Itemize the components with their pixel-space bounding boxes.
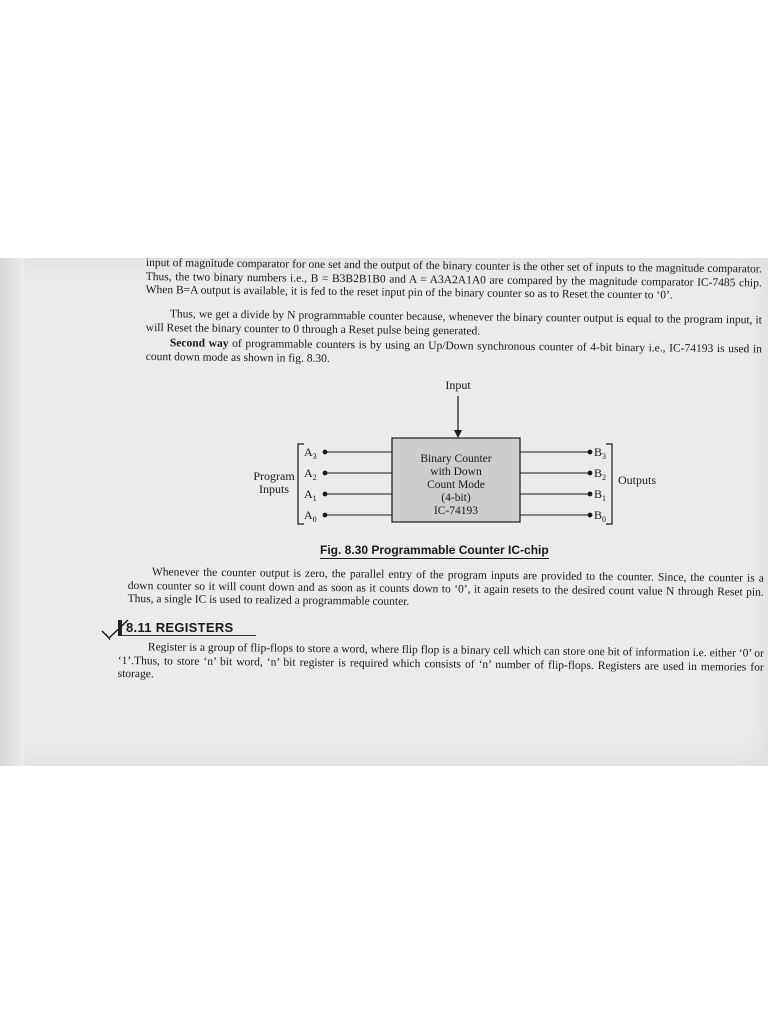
input-label: Input xyxy=(445,378,471,392)
paragraph-2: Thus, we get a divide by N programmable counter because, whenever the binary counter output is equal to the program input, it will Reset the binary counter to 0 through a Reset pulse being generated. xyxy=(145,308,762,338)
output-pin-dot-2 xyxy=(588,492,593,497)
ic-box-line-3: Count Mode xyxy=(427,479,485,491)
output-pin-dot-1 xyxy=(588,471,593,476)
input-pin-label-3: $A_0$ xyxy=(304,508,317,524)
programmable-counter-diagram xyxy=(230,372,657,542)
paragraph-3-rest: of programmable counters is by using an Up/Down synchronous counter of 4-bit binary i.e., IC-74193 is used in count down mode as shown in fig. 8.30. xyxy=(145,337,762,365)
ic-box-line-4: (4-bit) xyxy=(441,492,471,504)
output-lines xyxy=(520,445,606,524)
ic-box-line-2: with Down xyxy=(430,466,482,478)
input-pin-label-0: $A_3$ xyxy=(304,445,317,461)
paragraph-5: Register is a group of flip-flops to store a word, where flip flop is a binary cell which can store one bit of information i.e. either ‘0’ or ‘1’.Thus, to store ‘n’ bit word, ‘n’ bit register is required which consists of ‘n’ number of flip-flops. Registers are used in memories for storage. xyxy=(117,641,764,681)
paragraph-3-bold: Second way xyxy=(169,337,229,350)
output-pin-dot-0 xyxy=(588,450,593,455)
program-label: Program xyxy=(253,469,295,483)
output-pin-label-2: $B_1$ xyxy=(594,487,607,503)
input-lines xyxy=(304,445,392,524)
output-pin-label-0: $B_3$ xyxy=(594,445,607,461)
input-pin-label-1: $A_2$ xyxy=(304,466,317,482)
ic-box-line-1: Binary Counter xyxy=(420,453,492,465)
paragraph-4: Whenever the counter output is zero, the parallel entry of the program inputs are provided to the counter. Since, the counter is a down counter so it will count down and as soon as it counts down to ‘0’, it again resets to the desired count value N through Reset pin. Thus, a single IC is used to realized a programmable counter. xyxy=(127,566,764,608)
figure-caption: Fig. 8.30 Programmable Counter IC-chip xyxy=(320,543,549,557)
input-arrow-head xyxy=(454,430,462,438)
outputs-label: Outputs xyxy=(618,473,657,487)
paragraph-1: input of magnitude comparator for one set and the output of the binary counter is the other set of inputs to the magnitude comparator. Thus, the two binary numbers i.e., B = B3B2B1B0 and A = A3A2A1A0 are compared by the magnitude comparator IC-7485 chip. When B=A output is available, it is fed to the reset input pin of the binary counter so as to Reset the counter to ‘0’. xyxy=(145,257,762,302)
section-heading: 8.11 REGISTERS xyxy=(118,620,256,636)
output-bracket xyxy=(606,444,612,524)
output-pin-label-1: $B_2$ xyxy=(594,466,607,482)
inputs-label: Inputs xyxy=(259,482,289,496)
ic-box-line-5: IC-74193 xyxy=(433,505,479,517)
input-pin-label-2: $A_1$ xyxy=(304,487,317,503)
page-binding-edge xyxy=(0,258,24,766)
output-pin-dot-3 xyxy=(588,513,593,518)
output-pin-label-3: $B_0$ xyxy=(594,508,607,524)
